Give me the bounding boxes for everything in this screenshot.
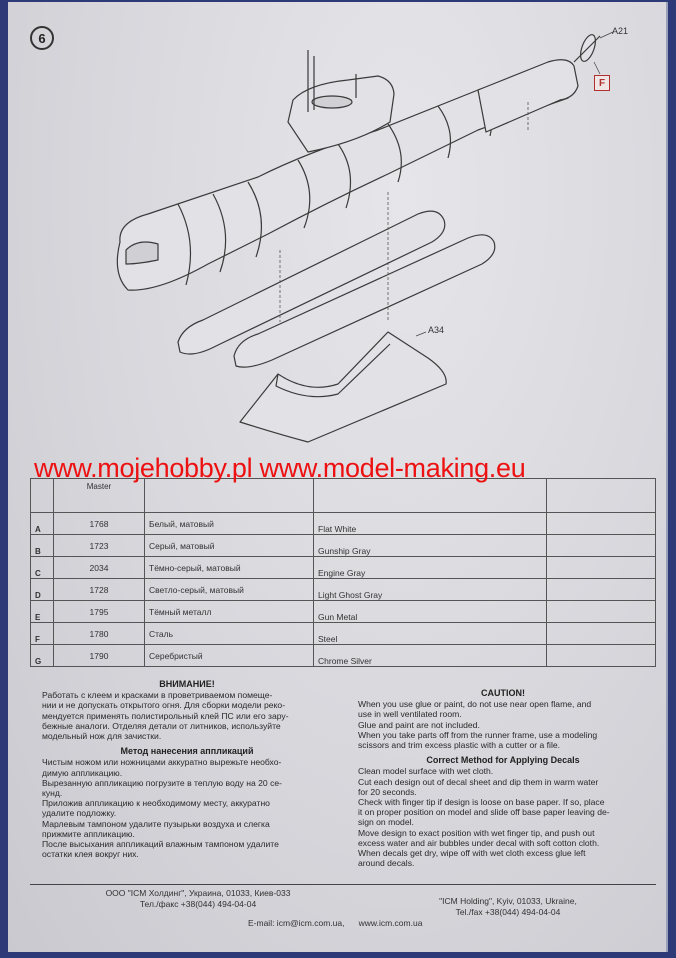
text-line: Clean model surface with wet cloth. <box>358 766 494 777</box>
watermark-text: www.mojehobby.pl www.model-making.eu <box>34 453 526 483</box>
text-line: sign on model. <box>358 817 414 828</box>
color-marker-f: F <box>594 75 610 91</box>
footer-web-contact <box>248 918 548 929</box>
part-label-a21: A21 <box>612 26 629 36</box>
text-line: for 20 seconds. <box>358 786 417 797</box>
company-address: "ICM Holding", Kyiv, 01033, Ukraine, <box>439 896 577 906</box>
text-line: around decals. <box>358 858 415 869</box>
table-row: C 2034 Тёмно-серый, матовый Engine Gray <box>31 557 656 579</box>
tail-section <box>478 60 578 132</box>
text-line: кунд. <box>42 788 63 799</box>
text-line: Check with finger tip if design is loose on base paper. If so, place <box>358 797 605 808</box>
footer-english-contact <box>388 896 628 918</box>
brand-header: Master <box>54 479 145 513</box>
text-line: Чистым ножом или ножницами аккуратно вырежьте необхо- <box>42 757 282 768</box>
text-line: После высыхания аппликаций влажным тампоном удалите <box>42 839 279 850</box>
text-line: Работать с клеем и красками в проветриваемом помеще- <box>42 690 273 701</box>
table-row: A 1768 Белый, матовый Flat White <box>31 513 656 535</box>
text-line: When you take parts off from the runner frame, use a modeling <box>358 729 598 740</box>
decal-method-heading: Correct Method for Applying Decals <box>426 755 580 766</box>
text-line: Move design to exact position with wet finger tip, and push out <box>358 827 595 838</box>
footer-divider <box>30 884 656 885</box>
table-row: E 1795 Тёмный металл Gun Metal <box>31 601 656 623</box>
text-line: нии и не допускать открытого огня. Для сборки модели реко- <box>42 700 286 711</box>
footer-russian-contact <box>68 888 328 910</box>
text-line: Вырезанную аппликацию погрузите в теплую воду на 20 се- <box>42 777 283 788</box>
paint-color-table <box>30 478 656 667</box>
decal-method-heading: Метод нанесения аппликаций <box>120 746 254 757</box>
english-instructions <box>348 688 658 868</box>
text-line: Приложив аппликацию к необходимому месту, аккуратно <box>42 798 270 809</box>
text-line: мендуется применять полистирольный клей ПС или его зару- <box>42 710 289 721</box>
company-address: ООО "ICM Холдинг", Украина, 01033, Киев-033 <box>105 888 291 898</box>
text-line: scissors and trim excess plastic with a cutter or a file. <box>358 740 561 751</box>
table-row: F 1780 Сталь Steel <box>31 623 656 645</box>
table-row: D 1728 Светло-серый, матовый Light Ghost Gray <box>31 579 656 601</box>
caution-heading: CAUTION! <box>481 688 525 698</box>
text-line: Glue and paint are not included. <box>358 719 480 730</box>
text-line: When decals get dry, wipe off with wet cloth excess glue left <box>358 848 586 859</box>
attention-heading: ВНИМАНИЕ! <box>159 679 215 689</box>
text-line: use in well ventilated room. <box>358 709 462 720</box>
text-line: удалите подложку. <box>42 808 117 819</box>
step-number: 6 <box>38 30 46 46</box>
email-address: E-mail: icm@icm.com.ua, <box>248 918 345 928</box>
submarine-assembly-drawing <box>8 2 666 452</box>
text-line: excess water and air bubbles under decal with soft cotton cloth. <box>358 837 600 848</box>
table-row: G 1790 Серебристый Chrome Silver <box>31 645 656 667</box>
website-address: www.icm.com.ua <box>358 918 423 928</box>
text-line: прижмите аппликацию. <box>42 828 135 839</box>
text-line: модельный нож для зачистки. <box>42 731 162 742</box>
company-phone: Тел./факс +38(044) 494-04-04 <box>139 899 257 909</box>
table-row: B 1723 Серый, матовый Gunship Gray <box>31 535 656 557</box>
company-phone: Tel./fax +38(044) 494-04-04 <box>455 907 561 917</box>
part-label-a34: A34 <box>428 325 445 335</box>
text-line: Марлевым тампоном удалите пузырьки воздуха и слегка <box>42 818 270 829</box>
text-line: бежные аналоги. Отделяя детали от литников, используйте <box>42 720 281 731</box>
text-line: When you use glue or paint, do not use near open flame, and <box>358 699 592 710</box>
text-line: димую аппликацию. <box>42 767 123 778</box>
text-line: it on proper position on model and slide off base paper leaving de- <box>358 807 610 818</box>
russian-instructions <box>32 679 342 859</box>
text-line: остатки клея вокруг них. <box>42 849 139 860</box>
text-line: Cut each design out of decal sheet and dip them in warm water <box>358 776 599 787</box>
